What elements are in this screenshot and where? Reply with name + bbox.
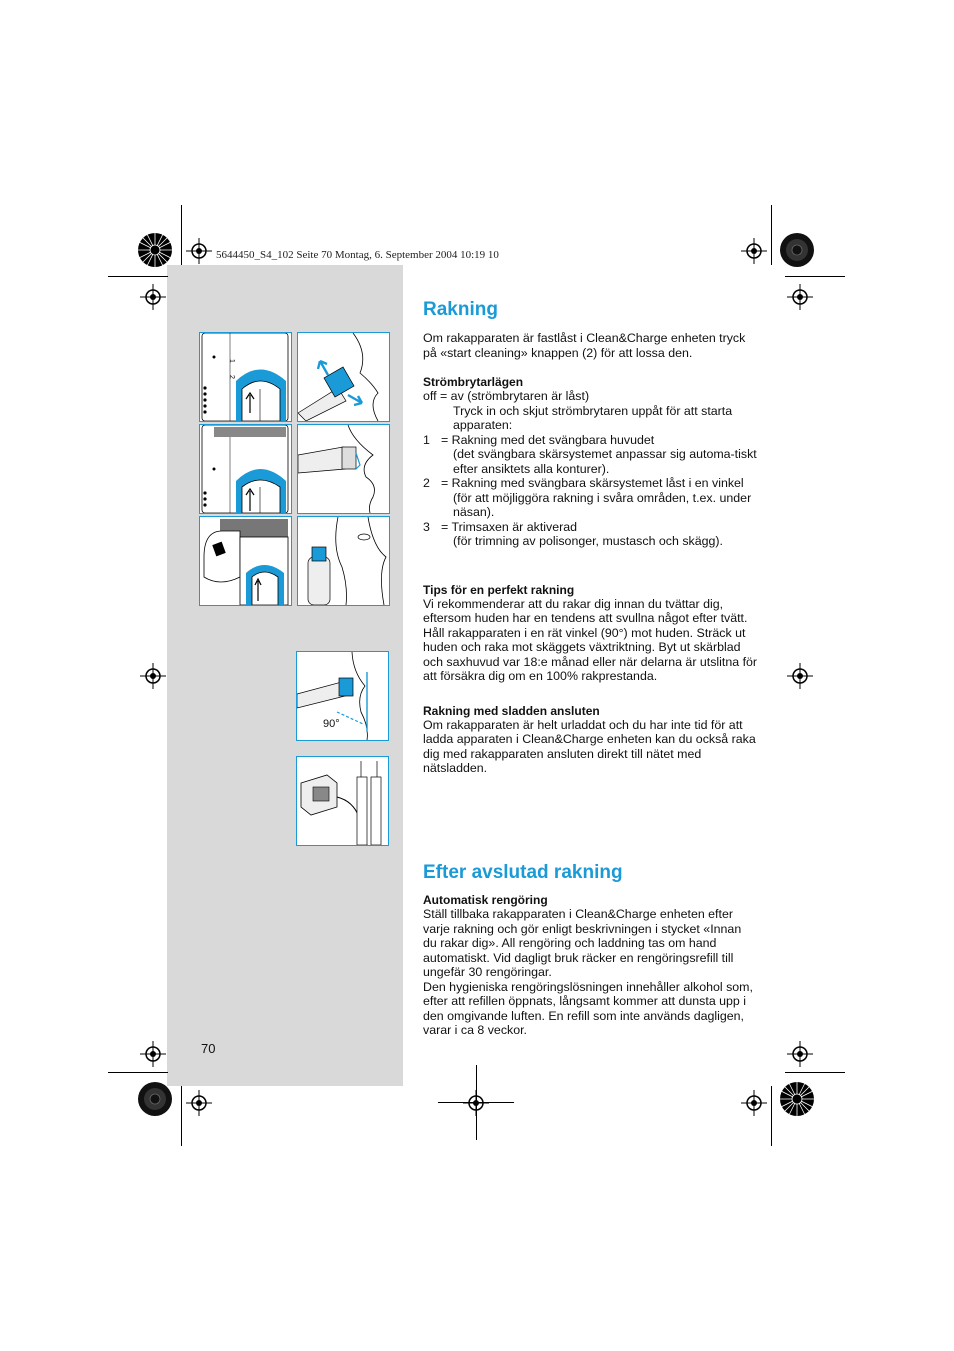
figure-swivel-head <box>297 332 390 422</box>
page-number: 70 <box>201 1041 216 1056</box>
auto-clean-text: Ställ tillbaka rakapparaten i Clean&Charge enheten efter varje rakning och gör enligt beskrivningen i stycket «Innan du rakar dig». All rengöring och laddning tas om hand automatiskt. Vid dagligt bruk räcker en rengöringsrefill till ungefär 30 rengöringar. <box>423 907 742 979</box>
switch-item-detail: (för att möjliggöra rakning i svåra områden, t.ex. under näsan). <box>453 490 752 519</box>
registration-mark-icon <box>140 284 166 310</box>
figure-corded-use <box>296 756 389 846</box>
crop-mark <box>476 1065 477 1140</box>
subheading-cord: Rakning med sladden ansluten <box>423 703 600 718</box>
right-angle-illustration <box>297 652 388 740</box>
subheading-switch: Strömbrytarlägen <box>423 375 524 389</box>
switch-item-2 <box>423 476 758 491</box>
section-efter-rakning <box>423 862 758 1038</box>
registration-mark-icon <box>787 663 813 689</box>
registration-mark-icon <box>787 284 813 310</box>
figure-switch-position-1 <box>199 332 292 422</box>
crop-mark <box>108 1072 168 1073</box>
printer-wheel-icon <box>779 232 815 268</box>
crop-mark <box>785 276 845 277</box>
switch-item-text: = Trimsaxen är aktiverad <box>441 519 578 534</box>
registration-mark-icon <box>741 238 767 264</box>
registration-mark-icon <box>140 1041 166 1067</box>
switch-label-1: 1 <box>228 359 235 363</box>
under-nose-illustration <box>298 425 389 513</box>
switch-item-detail: (för trimning av polisonger, mustasch och skägg). <box>453 534 723 548</box>
trimmer-switch-illustration <box>200 517 291 605</box>
switch-label-2: 2 <box>228 375 235 379</box>
switch-item-key: 1 <box>423 432 430 447</box>
figure-trimming-sideburn <box>297 516 390 606</box>
cord-text: Om rakapparaten är helt urladdat och du har inte tid för att ladda apparaten i Clean&Charge enheten kan du också raka dig med rakapparaten ansluten direkt till nätet med nätsladden. <box>423 717 756 775</box>
switch-off-detail: Tryck in och skjut strömbrytaren uppåt för att starta apparaten: <box>453 403 733 432</box>
section-rakning <box>423 299 758 776</box>
switch-off-line: off = av (strömbrytaren är låst) <box>423 389 590 403</box>
crop-mark <box>771 205 772 265</box>
shaver-switch-illustration <box>200 425 291 513</box>
crop-mark <box>181 1086 182 1146</box>
sideburn-illustration <box>298 517 389 605</box>
registration-mark-icon <box>186 1090 212 1116</box>
registration-mark-icon <box>741 1090 767 1116</box>
section-title: Efter avslutad rakning <box>423 862 623 883</box>
swivel-head-illustration <box>298 333 389 421</box>
figure-switch-position-2 <box>199 424 292 514</box>
figure-trimmer-position <box>199 516 292 606</box>
crop-mark <box>771 1086 772 1146</box>
switch-item-text: = Rakning med det svängbara huvudet <box>441 432 655 447</box>
figure-shaving-under-nose <box>297 424 390 514</box>
switch-item-key: 3 <box>423 519 430 534</box>
printer-wheel-icon <box>137 1081 173 1117</box>
tips-text: Vi rekommenderar att du rakar dig innan du tvättar dig, eftersom huden har en tendens att svullna något efter tvätt. Håll rakapparaten i en rät vinkel (90°) mot huden. Sträck ut huden och raka mot skäggets växtriktning. Byt ut skärblad och saxhuvud var 18:e månad eller när delarna är utslitna för att försäkra dig om en 100% rakprestanda. <box>423 596 758 683</box>
intro-text: Om rakapparaten är fastlåst i Clean&Charge enheten tryck på «start cleaning» knappen (2) för att lossa den. <box>423 331 746 360</box>
crop-mark <box>108 276 168 277</box>
print-slug: 5644450_S4_102 Seite 70 Montag, 6. September 2004 10:19 10 <box>216 249 499 261</box>
registration-mark-icon <box>787 1041 813 1067</box>
printer-wheel-icon <box>779 1081 815 1117</box>
section-title: Rakning <box>423 299 498 320</box>
switch-item-key: 2 <box>423 476 430 490</box>
switch-item-1 <box>423 433 758 448</box>
registration-mark-icon <box>186 238 212 264</box>
registration-mark-icon <box>140 663 166 689</box>
subheading-auto-clean: Automatisk rengöring <box>423 893 548 907</box>
figure-right-angle <box>296 651 389 741</box>
switch-item-text: = Rakning med svängbara skärsystemet låst i en vinkel <box>441 476 744 490</box>
printer-wheel-icon <box>137 232 173 268</box>
corded-shaver-illustration <box>297 757 388 845</box>
crop-mark <box>785 1072 845 1073</box>
shaver-switch-illustration <box>200 333 291 421</box>
crop-mark <box>181 205 182 265</box>
switch-item-detail: (det svängbara skärsystemet anpassar sig automa-tiskt efter ansiktets alla konturer). <box>453 447 757 476</box>
subheading-tips: Tips för en perfekt rakning <box>423 582 575 597</box>
angle-label: 90° <box>323 718 340 730</box>
auto-clean-text-2: Den hygieniska rengöringslösningen innehåller alkohol som, efter att refillen öppnats, långsamt kommer att dunsta upp i den omgivande luften. En refill som inte används dagligen, varar i ca 8 veckor. <box>423 979 753 1037</box>
switch-item-3 <box>423 520 758 535</box>
